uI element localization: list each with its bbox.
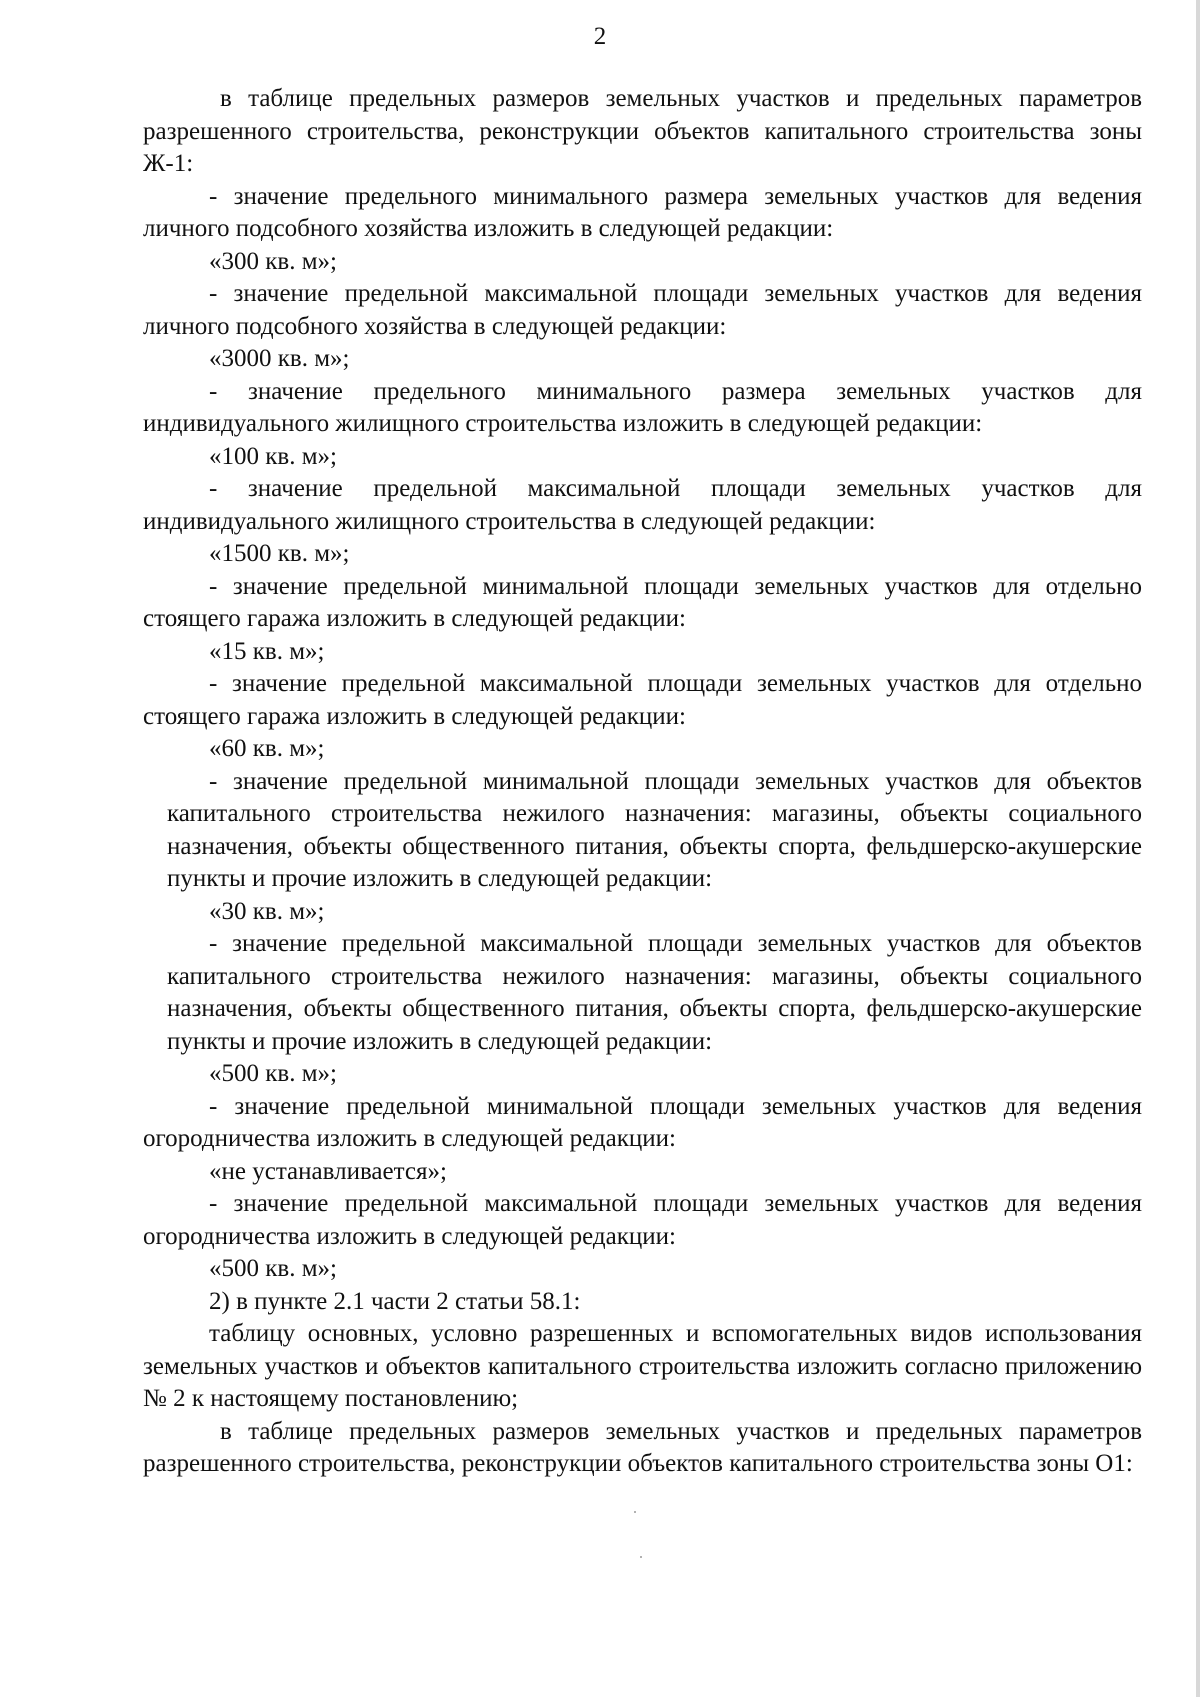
list-item-nonresidential-max: - значение предельной максимальной площади земельных участков для объектов капитального строительства нежилого назначения: магазины, объекты социального назначения, объекты общественного питания, объекты спорта, фельдшерско-акушерские пункты и прочие изложить в следующей редакции: <box>167 930 1142 1055</box>
value-lph-max: «3000 кв. м»; <box>209 345 350 372</box>
value-nonresidential-min: «30 кв. м»; <box>209 897 325 925</box>
document-body <box>143 83 1142 1481</box>
value-garage-min: «15 кв. м»; <box>209 637 325 665</box>
value-lph-min: «300 кв. м»; <box>209 247 337 275</box>
list-item-garden-min: - значение предельной минимальной площади земельных участков для ведения огородничества изложить в следующей редакции: <box>143 1092 1142 1152</box>
scan-speck <box>640 1556 642 1558</box>
page-number: 2 <box>593 23 607 50</box>
list-item-izhs-min: - значение предельного минимального размера земельных участков для индивидуального жилищного строительства изложить в следующей редакции: <box>143 377 1142 437</box>
paragraph-clause-2: 2) в пункте 2.1 части 2 статьи 58.1: <box>209 1287 581 1315</box>
scan-edge-shadow <box>1196 0 1200 1697</box>
list-item-lph-min: - значение предельного минимального размера земельных участков для ведения личного подсобного хозяйства изложить в следующей редакции: <box>143 182 1142 242</box>
paragraph-intro-zone-o1: в таблице предельных размеров земельных участков и предельных параметров разрешенного строительства, реконструкции объектов капитального строительства зоны О1: <box>143 1417 1142 1477</box>
list-item-garden-max: - значение предельной максимальной площади земельных участков для ведения огородничества изложить в следующей редакции: <box>143 1190 1142 1250</box>
list-item-nonresidential-min: - значение предельной минимальной площади земельных участков для объектов капитального строительства нежилого назначения: магазины, объекты социального назначения, объекты общественного питания, объекты спорта, фельдшерско-акушерские пункты и прочие изложить в следующей редакции: <box>167 767 1142 892</box>
value-izhs-max: «1500 кв. м»; <box>209 540 350 567</box>
paragraph-intro-zone-zh1: в таблице предельных размеров земельных участков и предельных параметров разрешенного строительства, реконструкции объектов капитального строительства зоны Ж-1: <box>143 85 1142 177</box>
value-garden-min: «не устанавливается»; <box>209 1157 447 1185</box>
value-garage-max: «60 кв. м»; <box>209 735 325 762</box>
value-izhs-min: «100 кв. м»; <box>209 442 337 470</box>
list-item-izhs-max: - значение предельной максимальной площади земельных участков для индивидуального жилищного строительства в следующей редакции: <box>143 475 1142 535</box>
value-nonresidential-max: «500 кв. м»; <box>209 1060 337 1087</box>
scan-speck <box>634 1511 636 1513</box>
value-garden-max: «500 кв. м»; <box>209 1255 337 1282</box>
paragraph-table-types: таблицу основных, условно разрешенных и вспомогательных видов использования земельных участков и объектов капитального строительства изложить согласно приложению № 2 к настоящему постановлению; <box>143 1320 1142 1412</box>
list-item-garage-max: - значение предельной максимальной площади земельных участков для отдельно стоящего гаража изложить в следующей редакции: <box>143 670 1142 730</box>
list-item-garage-min: - значение предельной минимальной площади земельных участков для отдельно стоящего гаража изложить в следующей редакции: <box>143 572 1142 632</box>
list-item-lph-max: - значение предельной максимальной площади земельных участков для ведения личного подсобного хозяйства в следующей редакции: <box>143 280 1142 340</box>
